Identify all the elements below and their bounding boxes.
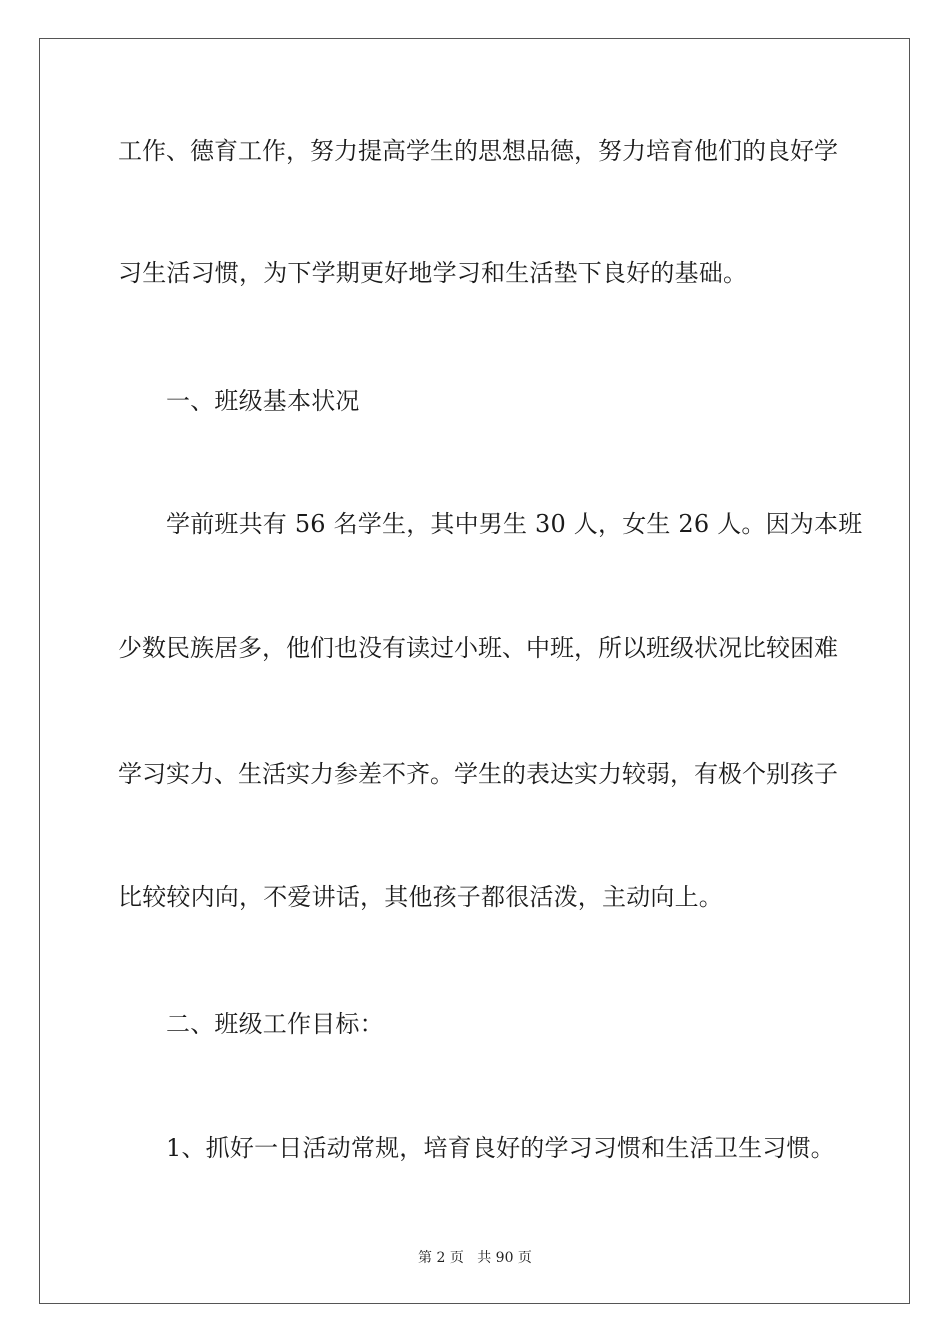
paragraph-line: 少数民族居多，他们也没有读过小班、中班，所以班级状况比较困难 xyxy=(118,634,838,662)
paragraph-line: 学前班共有 56 名学生，其中男生 30 人，女生 26 人。因为本班 xyxy=(166,510,863,538)
section-heading: 一、班级基本状况 xyxy=(166,387,360,415)
page-border xyxy=(39,38,910,1304)
paragraph-line: 比较较内向，不爱讲话，其他孩子都很活泼，主动向上。 xyxy=(118,883,723,911)
paragraph-line: 学习实力、生活实力参差不齐。学生的表达实力较弱，有极个别孩子 xyxy=(118,760,838,788)
list-item: 1、抓好一日活动常规，培育良好的学习习惯和生活卫生习惯。 xyxy=(166,1134,835,1162)
paragraph-line: 习生活习惯，为下学期更好地学习和生活垫下良好的基础。 xyxy=(118,259,748,287)
page-footer xyxy=(0,1249,950,1267)
paragraph-line: 工作、德育工作，努力提高学生的思想品德，努力培育他们的良好学 xyxy=(118,137,838,165)
total-pages: 共 90 页 xyxy=(477,1250,532,1266)
section-heading: 二、班级工作目标： xyxy=(166,1010,384,1038)
page-number: 第 2 页 xyxy=(418,1250,464,1266)
